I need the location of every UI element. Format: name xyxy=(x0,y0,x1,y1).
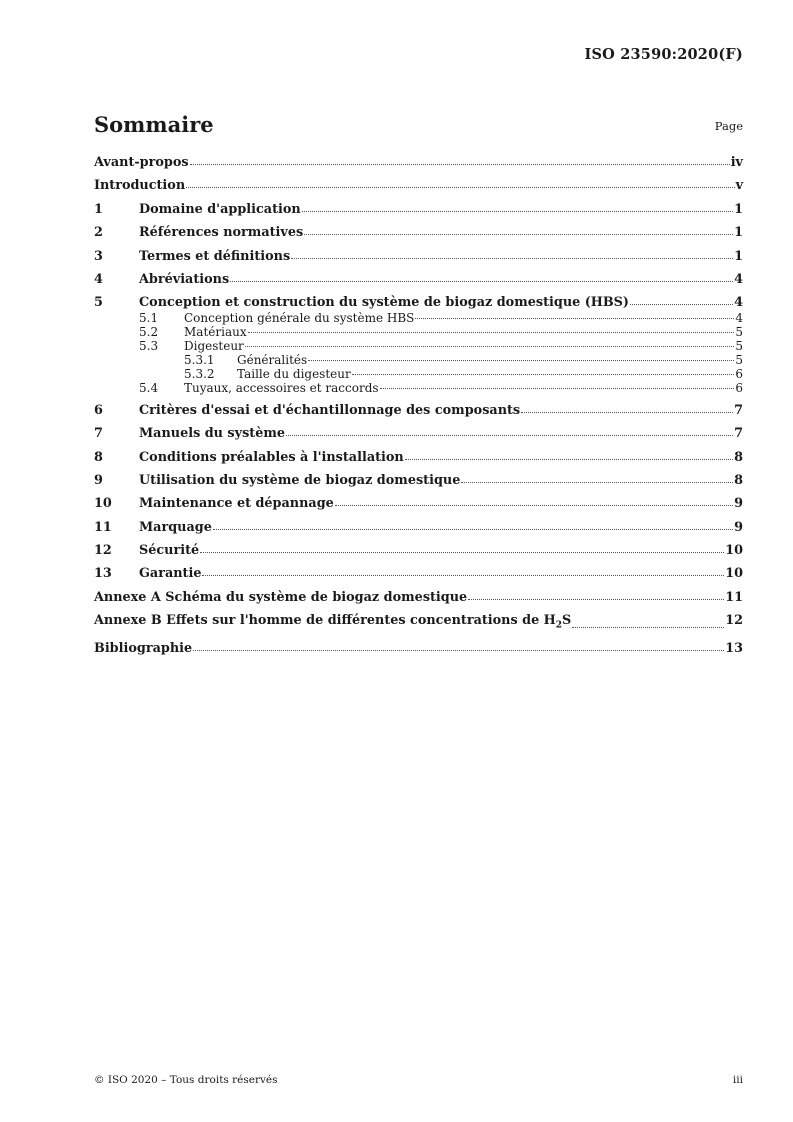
toc-label: Généralités xyxy=(237,352,308,367)
toc-leader xyxy=(230,281,733,282)
subscript: 2 xyxy=(555,620,563,631)
toc-page: 7 xyxy=(734,426,743,442)
toc-page: 9 xyxy=(734,496,743,512)
toc-page: 11 xyxy=(725,589,743,605)
toc-page: 7 xyxy=(734,402,743,418)
toc-number: 4 xyxy=(94,271,103,287)
toc-number: 11 xyxy=(94,519,112,535)
toc-page: 12 xyxy=(725,613,743,629)
toc-number: 5.3 xyxy=(139,338,159,353)
toc-leader xyxy=(461,482,733,483)
toc-leader xyxy=(245,346,735,347)
toc-entry-12[interactable] xyxy=(94,543,743,559)
toc-number: 5.1 xyxy=(139,310,159,325)
toc-page: 1 xyxy=(734,201,743,217)
toc-entry-8[interactable] xyxy=(94,450,743,466)
toc-entry-10[interactable] xyxy=(94,496,743,512)
toc-number: 6 xyxy=(94,402,103,418)
toc-number: 2 xyxy=(94,225,103,241)
toc-page: v xyxy=(735,178,743,194)
toc-entry-5[interactable] xyxy=(94,295,743,311)
toc-number: 5.4 xyxy=(139,380,159,395)
toc-label: Garantie xyxy=(139,566,202,582)
toc-leader xyxy=(335,505,733,506)
toc-entry-4[interactable] xyxy=(94,272,743,288)
toc-label: Avant-propos xyxy=(94,155,189,170)
toc-label: Tuyaux, accessoires et raccords xyxy=(184,380,379,395)
toc-label: Références normatives xyxy=(139,225,304,241)
toc-number: 5.2 xyxy=(139,324,159,339)
toc-entry-9[interactable] xyxy=(94,473,743,489)
toc-entry-5-3-1[interactable] xyxy=(94,354,743,367)
toc-page: 6 xyxy=(735,366,743,381)
toc-number: 8 xyxy=(94,449,103,465)
toc-leader xyxy=(286,435,733,436)
toc-leader xyxy=(193,650,724,651)
toc-leader xyxy=(248,332,735,333)
toc-label: Termes et définitions xyxy=(139,248,291,264)
toc-number: 13 xyxy=(94,566,112,582)
toc-entry-7[interactable] xyxy=(94,426,743,442)
toc-page: 8 xyxy=(734,449,743,465)
toc-page: 10 xyxy=(725,566,743,582)
toc-leader xyxy=(213,529,733,530)
toc-entry-6[interactable] xyxy=(94,403,743,419)
toc-number: 5 xyxy=(94,295,103,311)
toc-page: 1 xyxy=(734,248,743,264)
toc-label: Manuels du système xyxy=(139,426,286,442)
toc-number: 12 xyxy=(94,543,112,559)
toc-leader xyxy=(521,412,733,413)
toc-leader xyxy=(302,211,733,212)
toc-page: 6 xyxy=(735,380,743,395)
toc-entry-5-3[interactable] xyxy=(94,340,743,353)
toc-page: 8 xyxy=(734,472,743,488)
toc-page: 13 xyxy=(725,641,743,657)
toc-page: 4 xyxy=(734,271,743,287)
table-of-contents xyxy=(94,155,743,665)
toc-label: Utilisation du système de biogaz domestique xyxy=(139,472,461,488)
toc-entry-5-2[interactable] xyxy=(94,326,743,339)
toc-page: 5 xyxy=(735,324,743,339)
copyright-notice: © ISO 2020 – Tous droits réservés xyxy=(94,1074,278,1086)
toc-label: Maintenance et dépannage xyxy=(139,496,334,512)
page-title: Sommaire xyxy=(94,112,214,137)
toc-label: Sécurité xyxy=(139,543,200,559)
toc-leader xyxy=(468,599,724,600)
toc-page: 4 xyxy=(735,310,743,325)
toc-leader xyxy=(186,187,734,188)
toc-page: iv xyxy=(730,155,743,170)
toc-leader xyxy=(352,374,735,375)
toc-page: 5 xyxy=(735,338,743,353)
toc-label: Conception générale du système HBS xyxy=(184,310,415,325)
toc-number: 3 xyxy=(94,248,103,264)
toc-leader xyxy=(304,234,733,235)
toc-entry-bibliographie[interactable] xyxy=(94,641,743,657)
toc-entry-5-4[interactable] xyxy=(94,382,743,395)
toc-entry-13[interactable] xyxy=(94,566,743,582)
toc-label: Conditions préalables à l'installation xyxy=(139,449,404,465)
page-number: iii xyxy=(732,1074,743,1086)
toc-entry-annexe-a[interactable] xyxy=(94,590,743,606)
toc-entry-5-3-2[interactable] xyxy=(94,368,743,381)
toc-leader xyxy=(415,318,734,319)
toc-entry-1[interactable] xyxy=(94,202,743,218)
toc-number: 5.3.1 xyxy=(184,352,215,367)
toc-label: Critères d'essai et d'échantillonnage des composants xyxy=(139,402,521,418)
toc-entry-5-1[interactable] xyxy=(94,312,743,325)
toc-label: Bibliographie xyxy=(94,641,193,657)
toc-label: Introduction xyxy=(94,178,186,194)
toc-label: Annexe B Effets sur l'homme de différentes concentrations de $H_2S$ xyxy=(94,613,572,631)
toc-label: Abréviations xyxy=(139,271,230,287)
toc-entry-3[interactable] xyxy=(94,249,743,265)
toc-entry-2[interactable] xyxy=(94,225,743,241)
toc-leader xyxy=(190,164,730,165)
toc-label: Digesteur xyxy=(184,338,244,353)
toc-label: Marquage xyxy=(139,519,212,535)
toc-leader xyxy=(202,575,724,576)
toc-page: 10 xyxy=(725,543,743,559)
toc-leader xyxy=(572,627,724,628)
toc-entry-annexe-b[interactable] xyxy=(94,613,743,634)
toc-entry-avant-propos[interactable] xyxy=(94,155,743,171)
document-id: ISO 23590:2020(F) xyxy=(584,46,743,63)
page-column-label: Page xyxy=(714,119,743,133)
toc-label: Conception et construction du système de biogaz domestique (HBS) xyxy=(139,295,629,311)
toc-number: 7 xyxy=(94,426,103,442)
toc-leader xyxy=(308,360,734,361)
toc-number: 1 xyxy=(94,201,103,217)
toc-label: Taille du digesteur xyxy=(237,366,351,381)
toc-leader xyxy=(200,552,724,553)
toc-number: 10 xyxy=(94,496,112,512)
toc-leader xyxy=(630,304,733,305)
page-footer xyxy=(94,1074,743,1086)
toc-page: 5 xyxy=(735,352,743,367)
toc-leader xyxy=(405,459,733,460)
toc-leader xyxy=(380,388,735,389)
toc-label: Domaine d'application xyxy=(139,201,301,217)
toc-leader xyxy=(291,258,733,259)
toc-number: 9 xyxy=(94,472,103,488)
toc-page: 9 xyxy=(734,519,743,535)
toc-page: 4 xyxy=(734,295,743,311)
toc-label: Matériaux xyxy=(184,324,247,339)
toc-page: 1 xyxy=(734,225,743,241)
toc-label: Annexe A Schéma du système de biogaz domestique xyxy=(94,589,468,605)
toc-entry-introduction[interactable] xyxy=(94,178,743,194)
toc-number: 5.3.2 xyxy=(184,366,215,381)
toc-entry-11[interactable] xyxy=(94,520,743,536)
